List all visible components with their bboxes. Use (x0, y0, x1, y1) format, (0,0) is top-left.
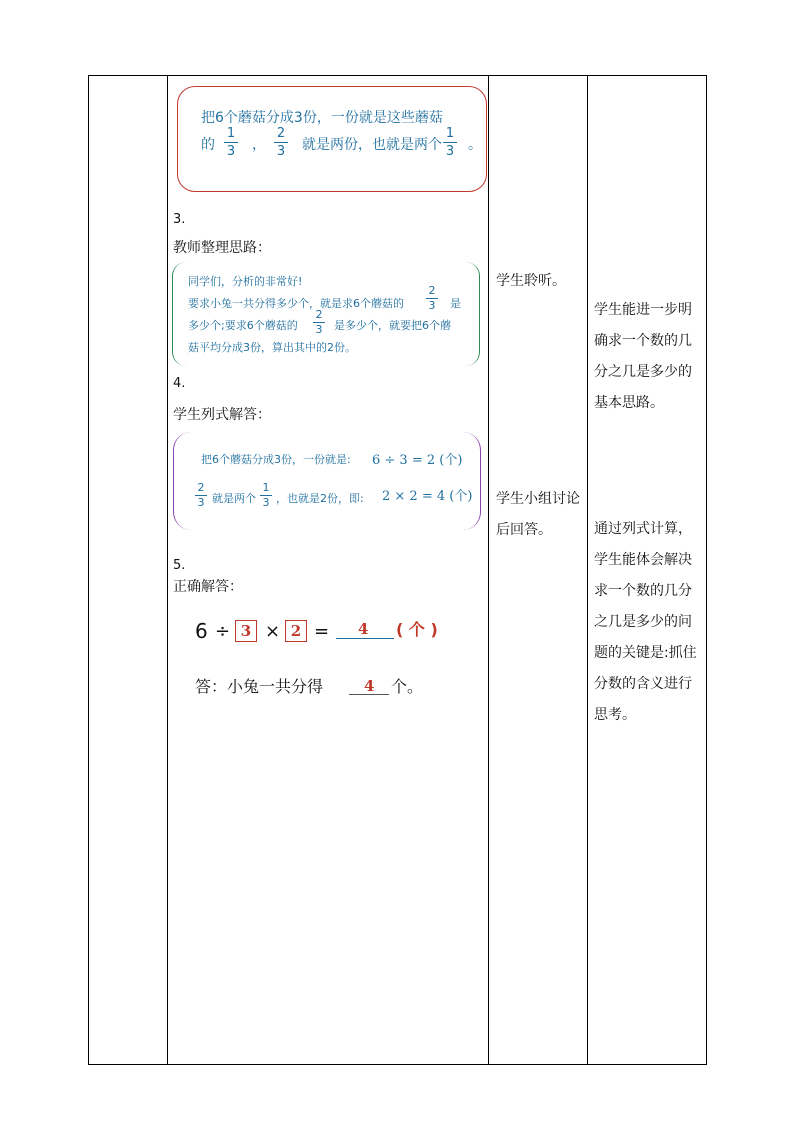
answer-box-divisor[interactable]: 3 (235, 620, 257, 642)
step-4-heading: 学生列式解答： (173, 407, 271, 423)
equation-unit: ( 个 ) (396, 620, 438, 639)
answer-sentence-value: 4 (364, 677, 375, 695)
design-intent-b-line: 通过列式计算， (594, 521, 692, 537)
step-3-heading: 教师整理思路： (173, 240, 271, 256)
solution-line-1-text: 把6个蘑菇分成3份，一份就是: (201, 453, 351, 466)
table-col-line-5 (706, 75, 707, 1065)
thinking-line-2-end: 是 (450, 297, 461, 310)
step-5-number: 5. (173, 558, 186, 573)
design-intent-a-line: 确求一个数的几 (594, 333, 692, 349)
table-col-line-2 (167, 75, 168, 1065)
solution-line-2-eq: 2 × 2 = 4 (个) (382, 489, 473, 504)
design-intent-b-line: 思考。 (594, 707, 636, 723)
fraction-one-third: 1 3 (224, 126, 238, 159)
fraction-one-third-6: 1 3 (260, 482, 272, 509)
equation-times-sign: × (265, 621, 281, 642)
solution-line-2-text: 就是两个 (212, 492, 256, 505)
callout-comma: ， (252, 137, 266, 153)
design-intent-b-line: 之几是多少的问 (594, 614, 692, 630)
fraction-two-thirds-4: 2 3 (313, 309, 325, 336)
design-intent-b-line: 分数的含义进行 (594, 676, 692, 692)
table-bottom-border (88, 1064, 707, 1065)
answer-sentence-suffix: 个。 (391, 677, 424, 696)
design-intent-a-line: 基本思路。 (594, 395, 664, 411)
callout-line-1: 把6个蘑菇分成3份，一份就是这些蘑菇 (201, 110, 443, 126)
fraction-two-thirds-3: 2 3 (426, 285, 438, 312)
equation-six: 6 (195, 619, 208, 643)
student-activity-listen: 学生聆听。 (496, 273, 566, 289)
thinking-line-3-end: 是多少个，就要把6个蘑 (334, 319, 451, 332)
table-col-line-3 (488, 75, 489, 1065)
callout-line-2-prefix: 的 (201, 137, 215, 153)
solution-line-1-eq: 6 ÷ 3 = 2 (个) (372, 453, 463, 468)
thinking-line-3: 多少个;要求6个蘑菇的 (188, 319, 298, 332)
design-intent-b-line: 学生能体会解决 (594, 552, 692, 568)
design-intent-a (594, 295, 704, 419)
solution-line-2-text2: ，也就是2份，即: (276, 492, 364, 505)
design-intent-b (594, 514, 704, 731)
design-intent-b-line: 题的关键是:抓住 (594, 645, 697, 661)
answer-box-multiplier[interactable]: 2 (285, 620, 307, 642)
fraction-two-thirds-5: 2 3 (195, 482, 207, 509)
equation-divide-sign: ÷ (215, 621, 231, 642)
answer-sentence-prefix: 答：小兔一共分得 (195, 677, 324, 696)
callout-end: 。 (468, 137, 482, 153)
student-activity-discuss-1: 学生小组讨论 (496, 491, 580, 507)
equation-equals-sign: = (314, 621, 330, 642)
design-intent-a-line: 分之几是多少的 (594, 364, 692, 380)
callout-mid-text: 就是两份，也就是两个 (302, 137, 442, 153)
step-4-number: 4. (173, 376, 186, 391)
table-col-line-4 (587, 75, 588, 1065)
equation-answer: 4 (358, 620, 369, 638)
design-intent-b-line: 求一个数的几分 (594, 583, 692, 599)
solution-bracket-box (173, 432, 481, 530)
fraction-one-third-2: 1 3 (443, 126, 457, 159)
step-5-heading: 正确解答： (173, 579, 243, 595)
fraction-two-thirds: 2 3 (274, 126, 288, 159)
thinking-line-1: 同学们，分析的非常好! (188, 275, 303, 288)
table-col-line-1 (88, 75, 89, 1065)
step-3-number: 3. (173, 212, 186, 227)
design-intent-a-line: 学生能进一步明 (594, 302, 692, 318)
thinking-line-4: 菇平均分成3份，算出其中的2份。 (188, 341, 356, 354)
table-top-border (88, 75, 707, 76)
student-activity-discuss-2: 后回答。 (496, 522, 552, 538)
thinking-line-2: 要求小兔一共分得多少个，就是求6个蘑菇的 (188, 297, 404, 310)
